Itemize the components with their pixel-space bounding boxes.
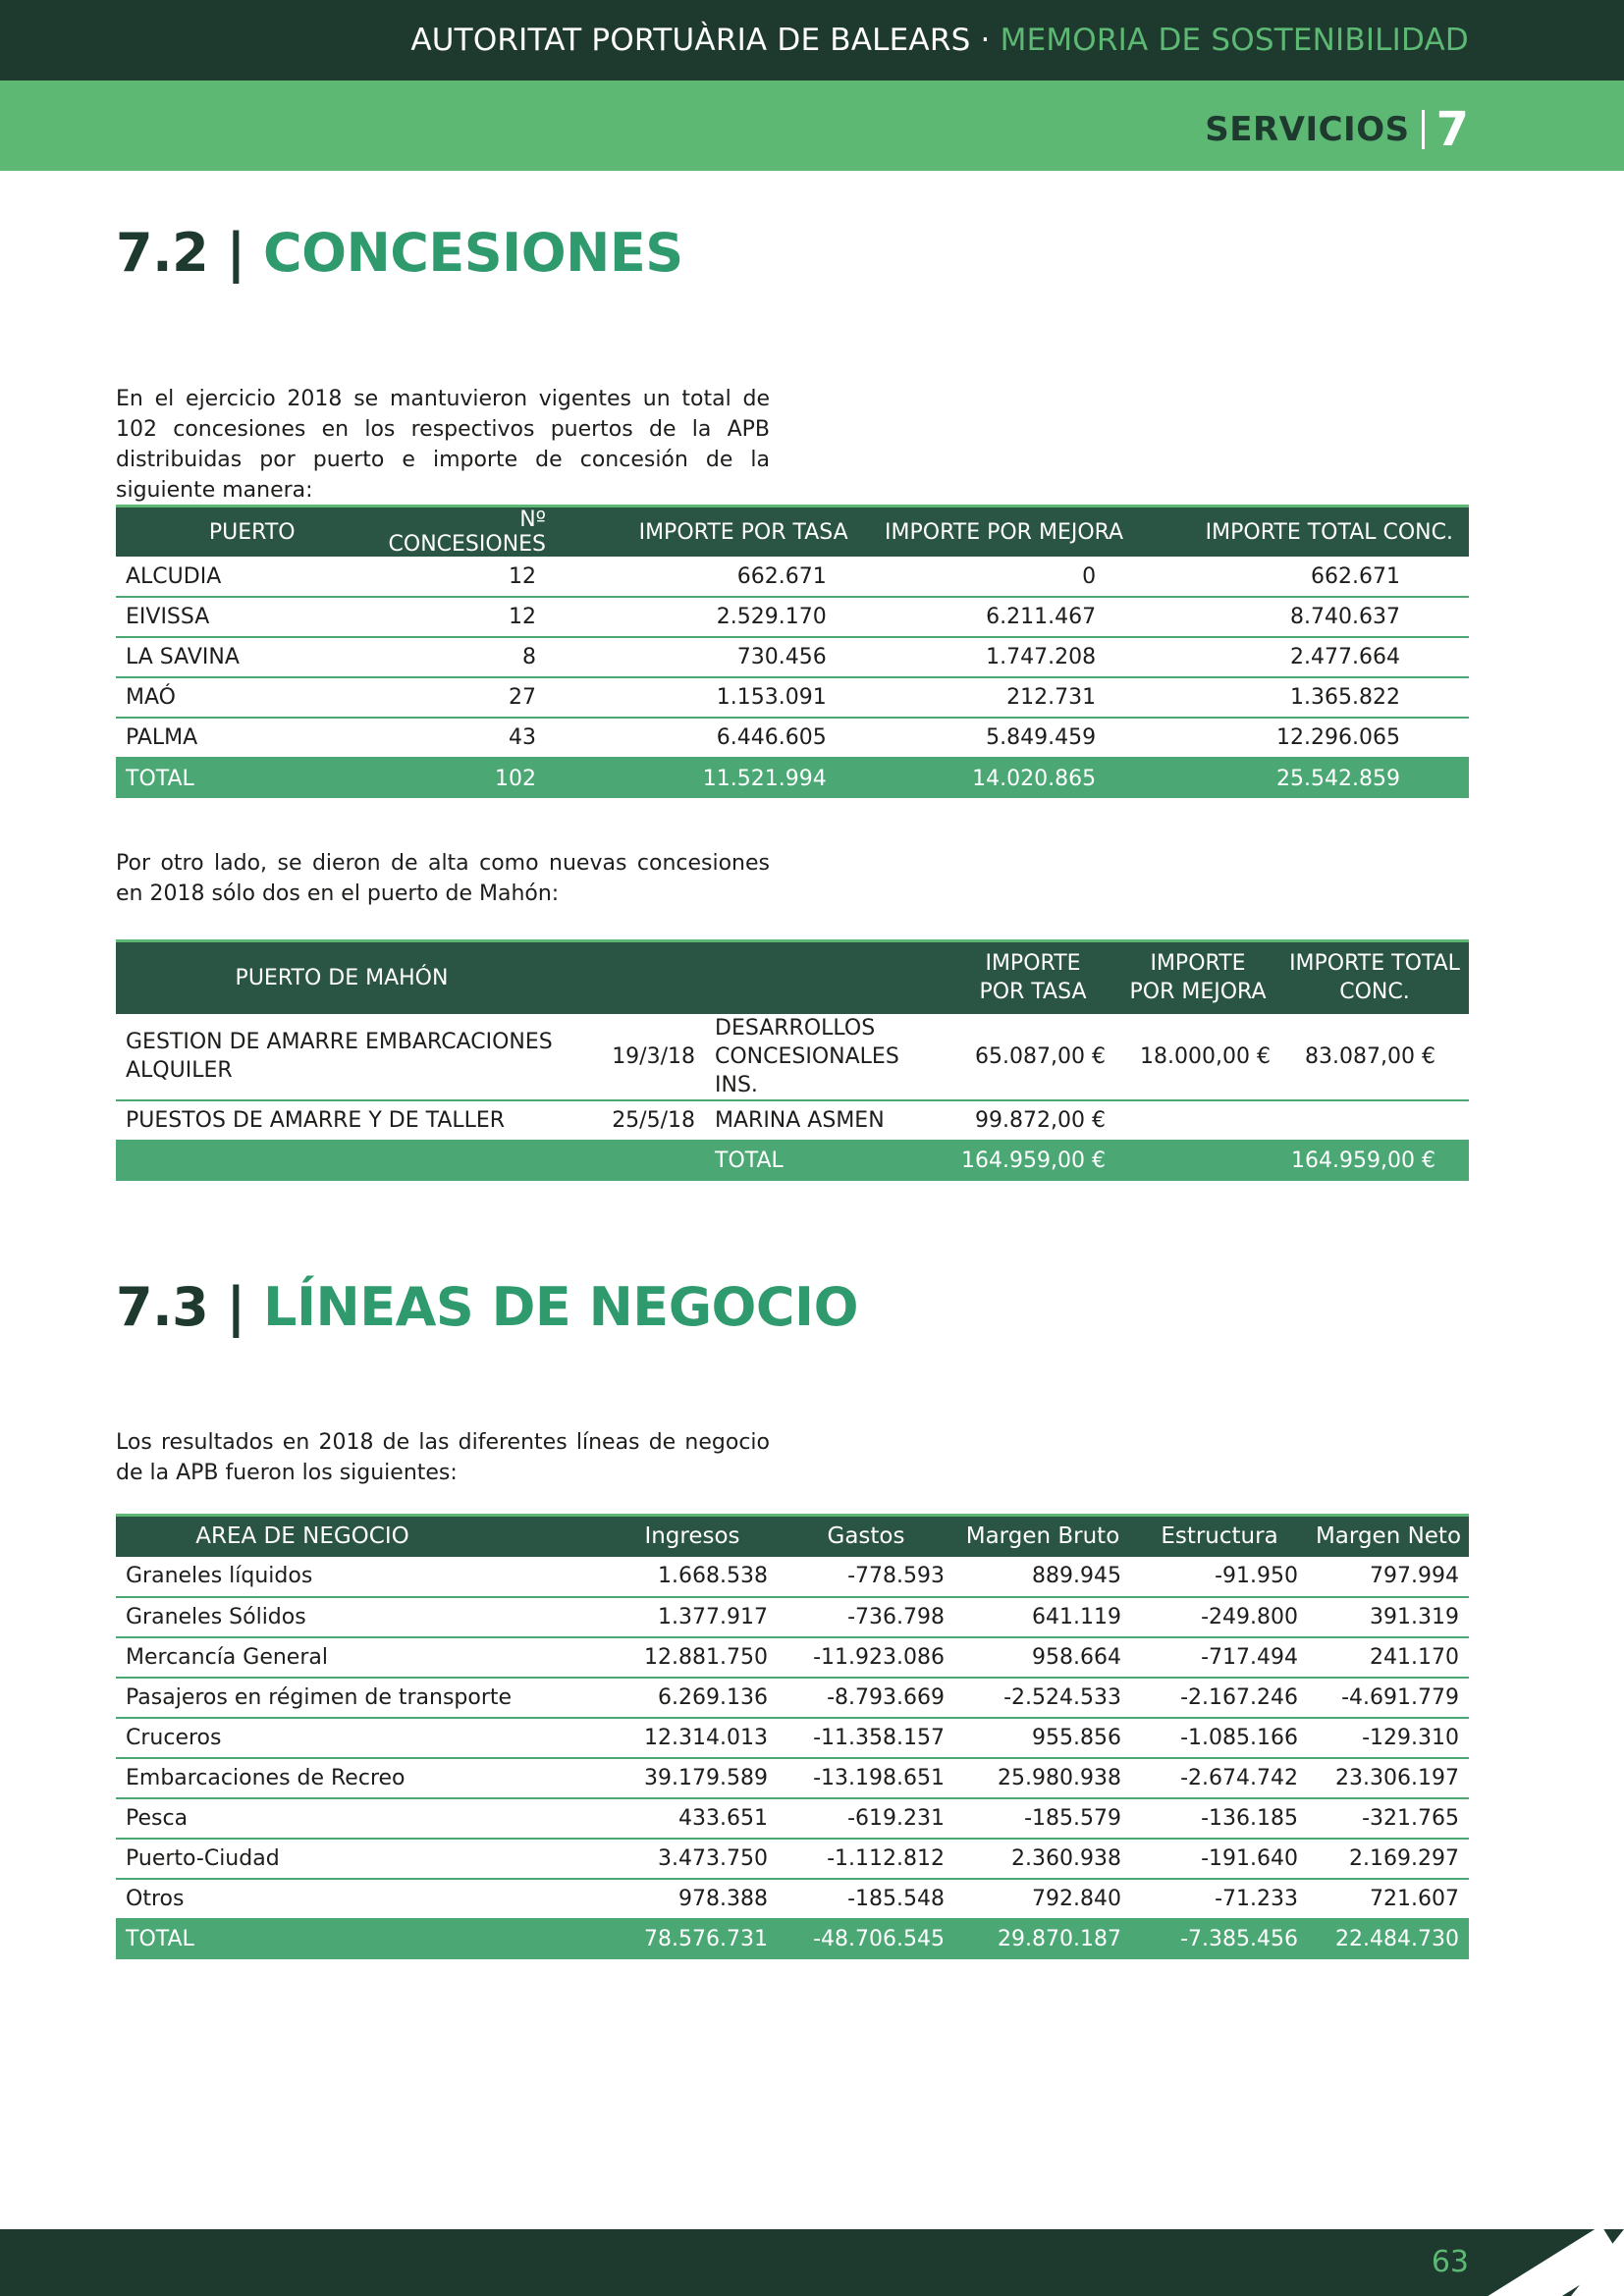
col-header-total	[1280, 941, 1469, 1014]
total-label: TOTAL	[116, 1919, 607, 1959]
heading-title: LÍNEAS DE NEGOCIO	[263, 1276, 859, 1338]
title-separator: ·	[970, 23, 1001, 58]
cell-date: 19/3/18	[568, 1014, 705, 1100]
total-margen-neto: 22.484.730	[1308, 1919, 1469, 1959]
table-header-row	[116, 1516, 1469, 1557]
footer-bar	[0, 2229, 1624, 2296]
table-header-row	[116, 507, 1469, 558]
table-row	[116, 1758, 1469, 1798]
cell-area: Puerto-Ciudad	[116, 1839, 607, 1879]
cell-margen-bruto: 2.360.938	[954, 1839, 1131, 1879]
col-header-port: PUERTO DE MAHÓN	[116, 941, 705, 1014]
cell-area: Pasajeros en régimen de transporte	[116, 1678, 607, 1718]
cell-area: Cruceros	[116, 1718, 607, 1758]
header-line: POR TASA	[979, 980, 1087, 1005]
concesiones-intro: En el ejercicio 2018 se mantuvieron vigentes un total de 102 concesiones en los respectivos puertos de la APB distribuidas por puerto e importe de concesión de la siguiente manera:	[116, 387, 770, 503]
document-name: MEMORIA DE SOSTENIBILIDAD	[1000, 23, 1469, 58]
page-number: 63	[1431, 2245, 1469, 2279]
cell-ingresos: 433.651	[607, 1798, 778, 1839]
cell-count: 12	[389, 597, 546, 637]
cell-margen-neto: 797.994	[1308, 1557, 1469, 1597]
col-header-blank	[705, 941, 950, 1014]
heading-divider: |	[226, 222, 245, 284]
total-label: TOTAL	[116, 758, 389, 798]
footer-corner-decoration	[1571, 2229, 1624, 2296]
table-row	[116, 637, 1469, 677]
table-header-row	[116, 941, 1469, 1014]
table-row	[116, 597, 1469, 637]
header-line: IMPORTE	[985, 951, 1081, 977]
col-header: IMPORTE TOTAL CONC.	[1129, 507, 1469, 558]
cell-total: 662.671	[1129, 557, 1469, 597]
table-row	[116, 1557, 1469, 1597]
cell-margen-neto: 2.169.297	[1308, 1839, 1469, 1879]
cell-area: Embarcaciones de Recreo	[116, 1758, 607, 1798]
cell-holder: MARINA ASMEN	[705, 1100, 950, 1141]
cell-total: 2.477.664	[1129, 637, 1469, 677]
section-header-bar	[0, 80, 1624, 171]
cell-count: 27	[389, 677, 546, 718]
section-divider	[1422, 110, 1425, 149]
total-margen-bruto: 29.870.187	[954, 1919, 1131, 1959]
cell-ingresos: 12.881.750	[607, 1637, 778, 1678]
total-gastos: -48.706.545	[778, 1919, 954, 1959]
cell-date: 25/5/18	[568, 1100, 705, 1141]
section-number: 7	[1435, 102, 1469, 157]
cell-total: 8.740.637	[1129, 597, 1469, 637]
cell-count: 12	[389, 557, 546, 597]
header-line: IMPORTE TOTAL	[1289, 951, 1460, 977]
cell-ingresos: 6.269.136	[607, 1678, 778, 1718]
cell-margen-bruto: 25.980.938	[954, 1758, 1131, 1798]
cell-estructura: -91.950	[1131, 1557, 1308, 1597]
cell-gastos: -11.923.086	[778, 1637, 954, 1678]
table-row	[116, 1014, 1469, 1100]
table-row	[116, 557, 1469, 597]
cell-margen-bruto: 958.664	[954, 1637, 1131, 1678]
cell-gastos: -185.548	[778, 1879, 954, 1919]
cell-port: ALCUDIA	[116, 557, 389, 597]
total-count: 102	[389, 758, 546, 798]
col-header: IMPORTE POR TASA	[546, 507, 860, 558]
cell-estructura: -71.233	[1131, 1879, 1308, 1919]
new-concessions-text: Por otro lado, se dieron de alta como nuevas concesiones en 2018 sólo dos en el puerto de Mahón:	[116, 851, 770, 906]
table-row	[116, 1718, 1469, 1758]
concessions-table	[116, 505, 1469, 798]
cell-mejora: 18.000,00 €	[1115, 1014, 1280, 1100]
cell-margen-neto: -129.310	[1308, 1718, 1469, 1758]
cell-margen-bruto: 641.119	[954, 1597, 1131, 1637]
holder-line: DESARROLLOS	[715, 1015, 876, 1041]
cell-estructura: -2.167.246	[1131, 1678, 1308, 1718]
cell-area: Pesca	[116, 1798, 607, 1839]
cell-margen-neto: 721.607	[1308, 1879, 1469, 1919]
section-name: SERVICIOS	[1205, 110, 1410, 149]
cell-mejora: 0	[860, 557, 1129, 597]
total-tasa: 164.959,00 €	[950, 1141, 1115, 1181]
cell-mejora: 6.211.467	[860, 597, 1129, 637]
table-row	[116, 1597, 1469, 1637]
cell-concept	[116, 1014, 568, 1100]
mahon-concessions-table	[116, 939, 1469, 1181]
cell-concept: PUESTOS DE AMARRE Y DE TALLER	[116, 1100, 568, 1141]
holder-line: CONCESIONALES INS.	[715, 1043, 899, 1097]
cell-gastos: -11.358.157	[778, 1718, 954, 1758]
table-row	[116, 1637, 1469, 1678]
cell-count: 8	[389, 637, 546, 677]
header-line: IMPORTE	[1150, 951, 1246, 977]
heading-number: 7.3	[116, 1276, 209, 1338]
total-blank	[568, 1141, 705, 1181]
cell-tasa: 2.529.170	[546, 597, 860, 637]
table-row	[116, 718, 1469, 758]
cell-ingresos: 1.377.917	[607, 1597, 778, 1637]
cell-margen-neto: 391.319	[1308, 1597, 1469, 1637]
col-header: Estructura	[1131, 1516, 1308, 1557]
cell-gastos: -736.798	[778, 1597, 954, 1637]
cell-margen-neto: 241.170	[1308, 1637, 1469, 1678]
total-blank	[116, 1141, 568, 1181]
cell-area: Graneles líquidos	[116, 1557, 607, 1597]
col-header: Nº CONCESIONES	[388, 507, 547, 557]
cell-margen-bruto: -185.579	[954, 1798, 1131, 1839]
cell-tasa: 99.872,00 €	[950, 1100, 1115, 1141]
col-header-tasa	[950, 941, 1115, 1014]
cell-ingresos: 39.179.589	[607, 1758, 778, 1798]
cell-tasa: 6.446.605	[546, 718, 860, 758]
cell-total: 1.365.822	[1129, 677, 1469, 718]
cell-ingresos: 1.668.538	[607, 1557, 778, 1597]
cell-margen-bruto: -2.524.533	[954, 1678, 1131, 1718]
total-mejora	[1115, 1141, 1280, 1181]
total-estructura: -7.385.456	[1131, 1919, 1308, 1959]
cell-estructura: -136.185	[1131, 1798, 1308, 1839]
header-line: POR MEJORA	[1129, 980, 1267, 1005]
cell-mejora: 5.849.459	[860, 718, 1129, 758]
cell-gastos: -1.112.812	[778, 1839, 954, 1879]
cell-mejora: 212.731	[860, 677, 1129, 718]
publication-title	[410, 22, 1469, 59]
cell-gastos: -619.231	[778, 1798, 954, 1839]
col-header-mejora	[1115, 941, 1280, 1014]
heading-lineas-negocio	[116, 1276, 858, 1338]
business-lines-body	[116, 1557, 1469, 1959]
cell-gastos: -778.593	[778, 1557, 954, 1597]
cell-count: 43	[389, 718, 546, 758]
cell-total	[1280, 1100, 1469, 1141]
total-mejora: 14.020.865	[860, 758, 1129, 798]
heading-divider: |	[226, 1276, 245, 1338]
top-header-bar	[0, 0, 1624, 80]
cell-estructura: -249.800	[1131, 1597, 1308, 1637]
cell-tasa: 730.456	[546, 637, 860, 677]
total-ingresos: 78.576.731	[607, 1919, 778, 1959]
cell-estructura: -717.494	[1131, 1637, 1308, 1678]
cell-mejora	[1115, 1100, 1280, 1141]
cell-estructura: -2.674.742	[1131, 1758, 1308, 1798]
cell-tasa: 662.671	[546, 557, 860, 597]
cell-mejora: 1.747.208	[860, 637, 1129, 677]
table-row	[116, 1879, 1469, 1919]
lineas-negocio-intro: Los resultados en 2018 de las diferentes líneas de negocio de la APB fueron los siguientes:	[116, 1430, 770, 1485]
cell-holder	[705, 1014, 950, 1100]
cell-margen-neto: -4.691.779	[1308, 1678, 1469, 1718]
cell-margen-bruto: 955.856	[954, 1718, 1131, 1758]
cell-margen-neto: 23.306.197	[1308, 1758, 1469, 1798]
table-row	[116, 1678, 1469, 1718]
cell-area: Otros	[116, 1879, 607, 1919]
cell-gastos: -13.198.651	[778, 1758, 954, 1798]
cell-margen-bruto: 889.945	[954, 1557, 1131, 1597]
section-label	[1205, 102, 1469, 157]
col-header: PUERTO	[116, 507, 389, 558]
cell-tasa: 1.153.091	[546, 677, 860, 718]
cell-margen-bruto: 792.840	[954, 1879, 1131, 1919]
cell-port: MAÓ	[116, 677, 389, 718]
organization-name: AUTORITAT PORTUÀRIA DE BALEARS	[410, 23, 971, 58]
concept-line: GESTION DE AMARRE EMBARCACIONES	[126, 1030, 553, 1054]
total-tasa: 11.521.994	[546, 758, 860, 798]
header-line: CONC.	[1339, 980, 1410, 1005]
col-header: AREA DE NEGOCIO	[116, 1516, 607, 1557]
total-total: 25.542.859	[1129, 758, 1469, 798]
cell-port: LA SAVINA	[116, 637, 389, 677]
table-total-row	[116, 1141, 1469, 1181]
cell-estructura: -1.085.166	[1131, 1718, 1308, 1758]
heading-title: CONCESIONES	[263, 222, 683, 284]
cell-tasa: 65.087,00 €	[950, 1014, 1115, 1100]
col-header: Gastos	[778, 1516, 954, 1557]
cell-estructura: -191.640	[1131, 1839, 1308, 1879]
table-total-row	[116, 1919, 1469, 1959]
col-header: Margen Bruto	[954, 1516, 1131, 1557]
cell-ingresos: 12.314.013	[607, 1718, 778, 1758]
heading-number: 7.2	[116, 222, 209, 284]
cell-total: 83.087,00 €	[1280, 1014, 1469, 1100]
col-header: Ingresos	[607, 1516, 778, 1557]
cell-total: 12.296.065	[1129, 718, 1469, 758]
table-row	[116, 1798, 1469, 1839]
col-header: IMPORTE POR MEJORA	[860, 507, 1129, 558]
table-row	[116, 1100, 1469, 1141]
business-lines-table	[116, 1514, 1469, 1959]
cell-ingresos: 978.388	[607, 1879, 778, 1919]
cell-gastos: -8.793.669	[778, 1678, 954, 1718]
cell-area: Mercancía General	[116, 1637, 607, 1678]
col-header: Margen Neto	[1308, 1516, 1469, 1557]
heading-concesiones	[116, 222, 683, 284]
table-row	[116, 677, 1469, 718]
total-label: TOTAL	[705, 1141, 950, 1181]
cell-margen-neto: -321.765	[1308, 1798, 1469, 1839]
table-row	[116, 1839, 1469, 1879]
total-total: 164.959,00 €	[1280, 1141, 1469, 1181]
cell-ingresos: 3.473.750	[607, 1839, 778, 1879]
cell-port: EIVISSA	[116, 597, 389, 637]
table-total-row	[116, 758, 1469, 798]
cell-area: Graneles Sólidos	[116, 1597, 607, 1637]
cell-port: PALMA	[116, 718, 389, 758]
concept-line: ALQUILER	[126, 1058, 233, 1083]
